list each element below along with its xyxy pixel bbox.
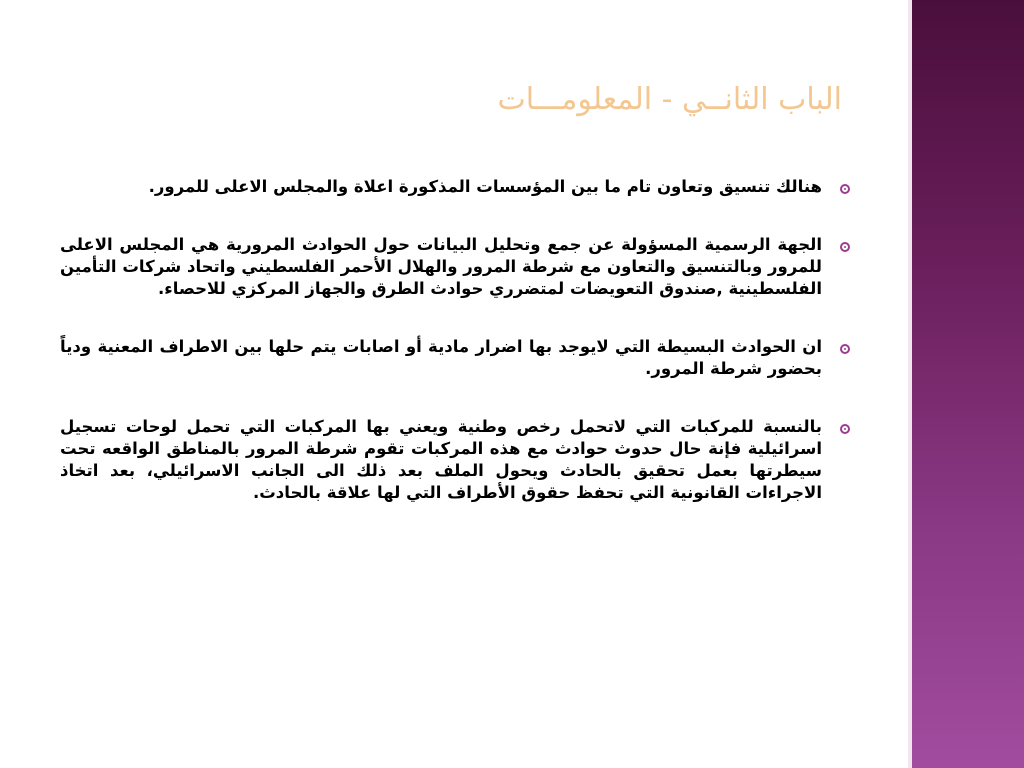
slide-title: الباب الثانــي - المعلومـــات bbox=[497, 82, 842, 117]
bullet-text: بالنسبة للمركبات التي لاتحمل رخص وطنية ويعني بها المركبات التي تحمل لوحات تسجيل اسرائيلية فإنة حال حدوث حوادث مع هذه المركبات تقوم شرطة المرور بالمناطق الواقعه تحت سيطرتها بعمل تحقيق بالحادث ويحول الملف بعد ذلك الى الجانب الاسرائيلي، بعد اتخاذ الاجراءات القانونية التي تحفظ حقوق الأطراف التي لها علاقة بالحادث. bbox=[60, 417, 822, 502]
decorative-side-band bbox=[912, 0, 1024, 768]
bullet-text: الجهة الرسمية المسؤولة عن جمع وتحليل البيانات حول الحوادث المرورية هي المجلس الاعلى للمرور وبالتنسيق والتعاون مع شرطة المرور والهلال الأحمر الفلسطيني واتحاد شركات التأمين الفلسطينية ,صندوق التعويضات لمتضرري حوادث الطرق والجهاز المركزي للاحصاء. bbox=[60, 235, 822, 298]
circle-dot-bullet-icon bbox=[840, 344, 850, 354]
circle-dot-bullet-icon bbox=[840, 424, 850, 434]
bullet-list bbox=[60, 176, 850, 540]
circle-dot-bullet-icon bbox=[840, 184, 850, 194]
bullet-text: هنالك تنسيق وتعاون تام ما بين المؤسسات المذكورة اعلاة والمجلس الاعلى للمرور. bbox=[148, 177, 822, 196]
bullet-text: ان الحوادث البسيطة التي لايوجد بها اضرار مادية أو اصابات يتم حلها بين الاطراف المعنية ودياً بحضور شرطة المرور. bbox=[60, 337, 822, 378]
bullet-item-4 bbox=[60, 416, 850, 504]
bullet-item-3 bbox=[60, 336, 850, 380]
bullet-item-1 bbox=[60, 176, 850, 198]
circle-dot-bullet-icon bbox=[840, 242, 850, 252]
bullet-item-2 bbox=[60, 234, 850, 300]
